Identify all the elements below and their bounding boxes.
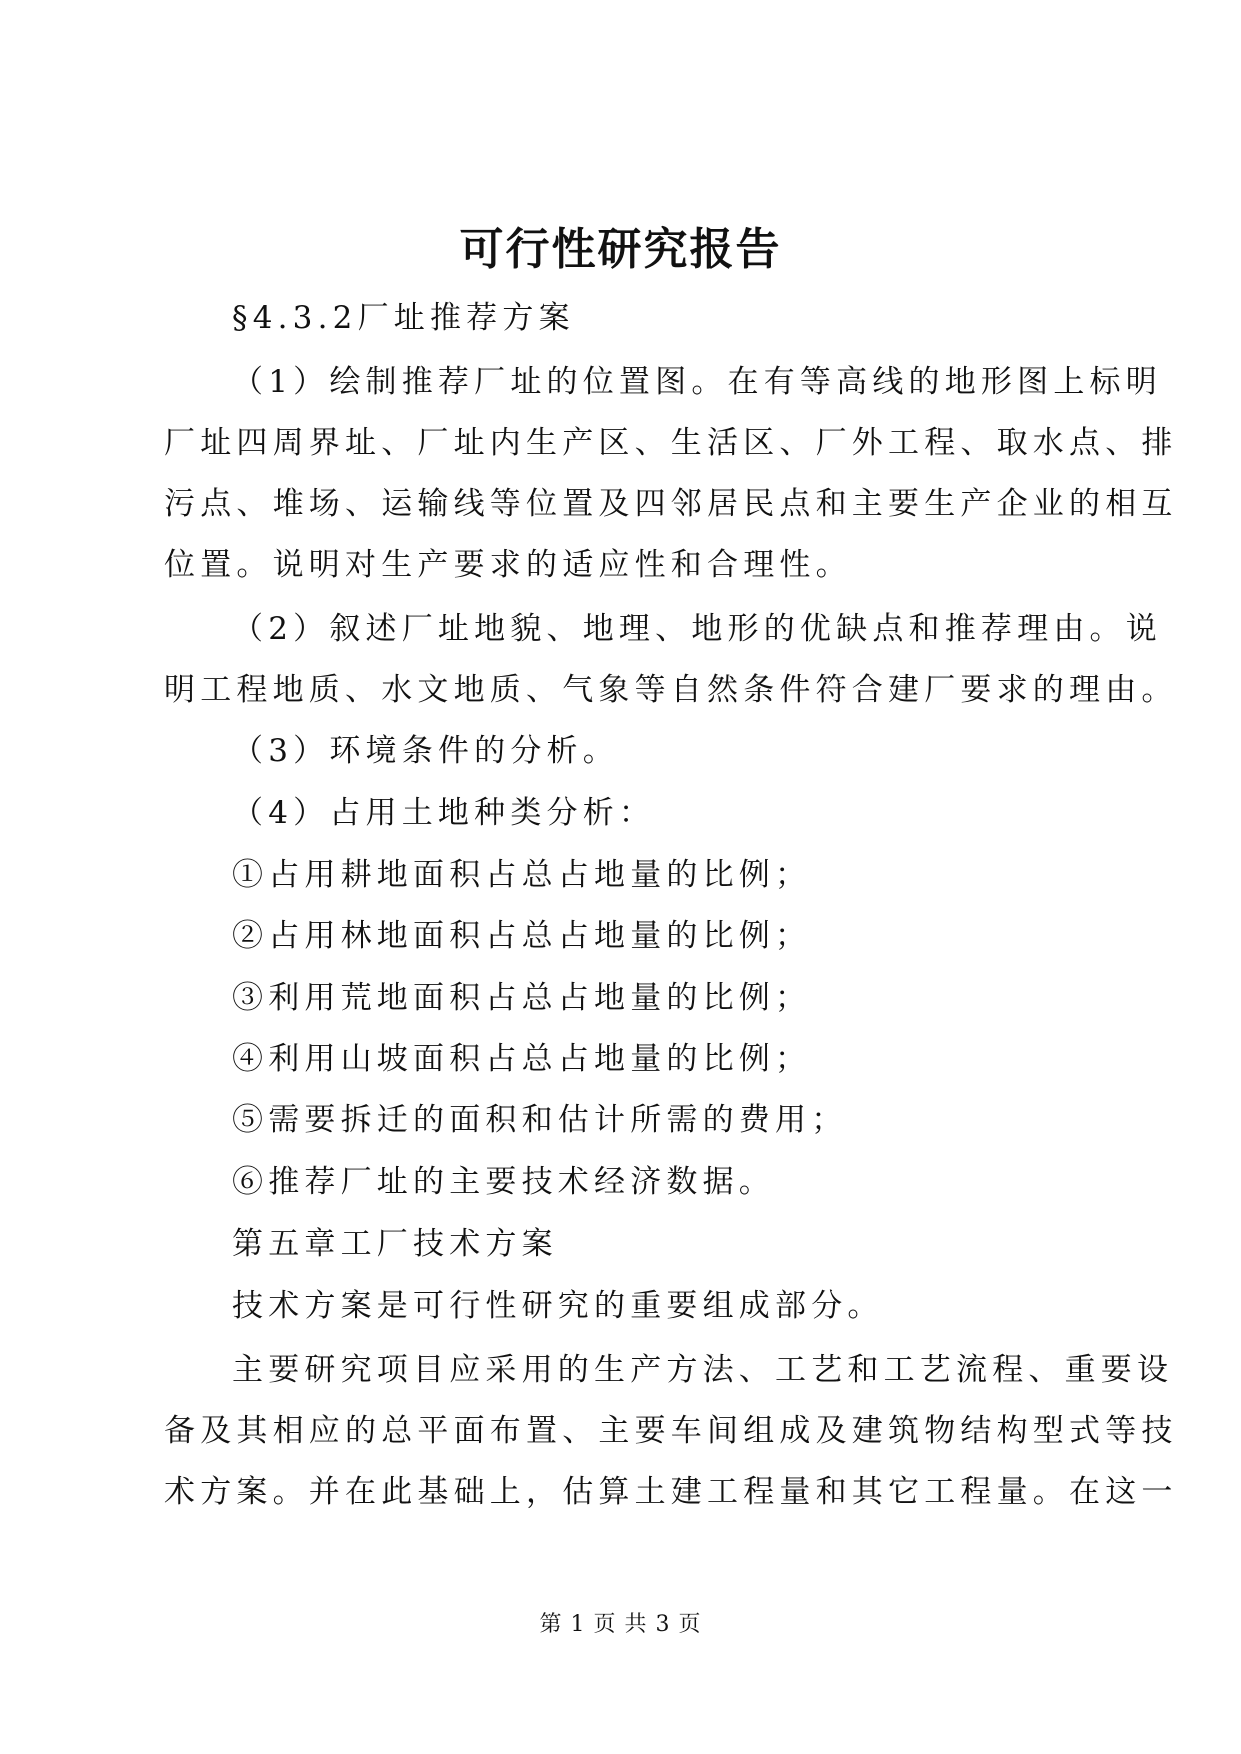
paragraph-line: 位置。说明对生产要求的适应性和合理性。 xyxy=(164,547,852,583)
section-heading: §4.3.2厂址推荐方案 xyxy=(232,300,575,336)
paragraph-line: （3）环境条件的分析。 xyxy=(232,733,619,769)
list-item: ②占用林地面积占总占地量的比例； xyxy=(232,918,812,954)
paragraph-line: （2）叙述厂址地貌、地理、地形的优缺点和推荐理由。说 xyxy=(232,611,1162,647)
list-item: ⑤需要拆迁的面积和估计所需的费用； xyxy=(232,1102,848,1138)
paragraph-line: 备及其相应的总平面布置、主要车间组成及建筑物结构型式等技 xyxy=(164,1413,1178,1449)
paragraph-line: （4）占用土地种类分析： xyxy=(232,795,656,831)
paragraph-line: 明工程地质、水文地质、气象等自然条件符合建厂要求的理由。 xyxy=(164,672,1178,708)
paragraph-line: （1）绘制推荐厂址的位置图。在有等高线的地形图上标明 xyxy=(232,364,1162,400)
page-number: 第 1 页 共 3 页 xyxy=(539,1612,702,1637)
list-item: ③利用荒地面积占总占地量的比例； xyxy=(232,980,812,1016)
list-item: ④利用山坡面积占总占地量的比例； xyxy=(232,1041,812,1077)
paragraph-line: 主要研究项目应采用的生产方法、工艺和工艺流程、重要设 xyxy=(232,1352,1174,1388)
paragraph-line: 污点、堆场、运输线等位置及四邻居民点和主要生产企业的相互 xyxy=(164,486,1178,522)
document-title: 可行性研究报告 xyxy=(459,224,782,275)
list-item: ⑥推荐厂址的主要技术经济数据。 xyxy=(232,1164,775,1200)
paragraph-line: 厂址四周界址、厂址内生产区、生活区、厂外工程、取水点、排 xyxy=(164,425,1178,461)
paragraph-line: 技术方案是可行性研究的重要组成部分。 xyxy=(232,1288,884,1324)
list-item: ①占用耕地面积占总占地量的比例； xyxy=(232,857,812,893)
chapter-heading: 第五章工厂技术方案 xyxy=(232,1226,558,1262)
paragraph-line: 术方案。并在此基础上，估算土建工程量和其它工程量。在这一 xyxy=(164,1474,1178,1510)
